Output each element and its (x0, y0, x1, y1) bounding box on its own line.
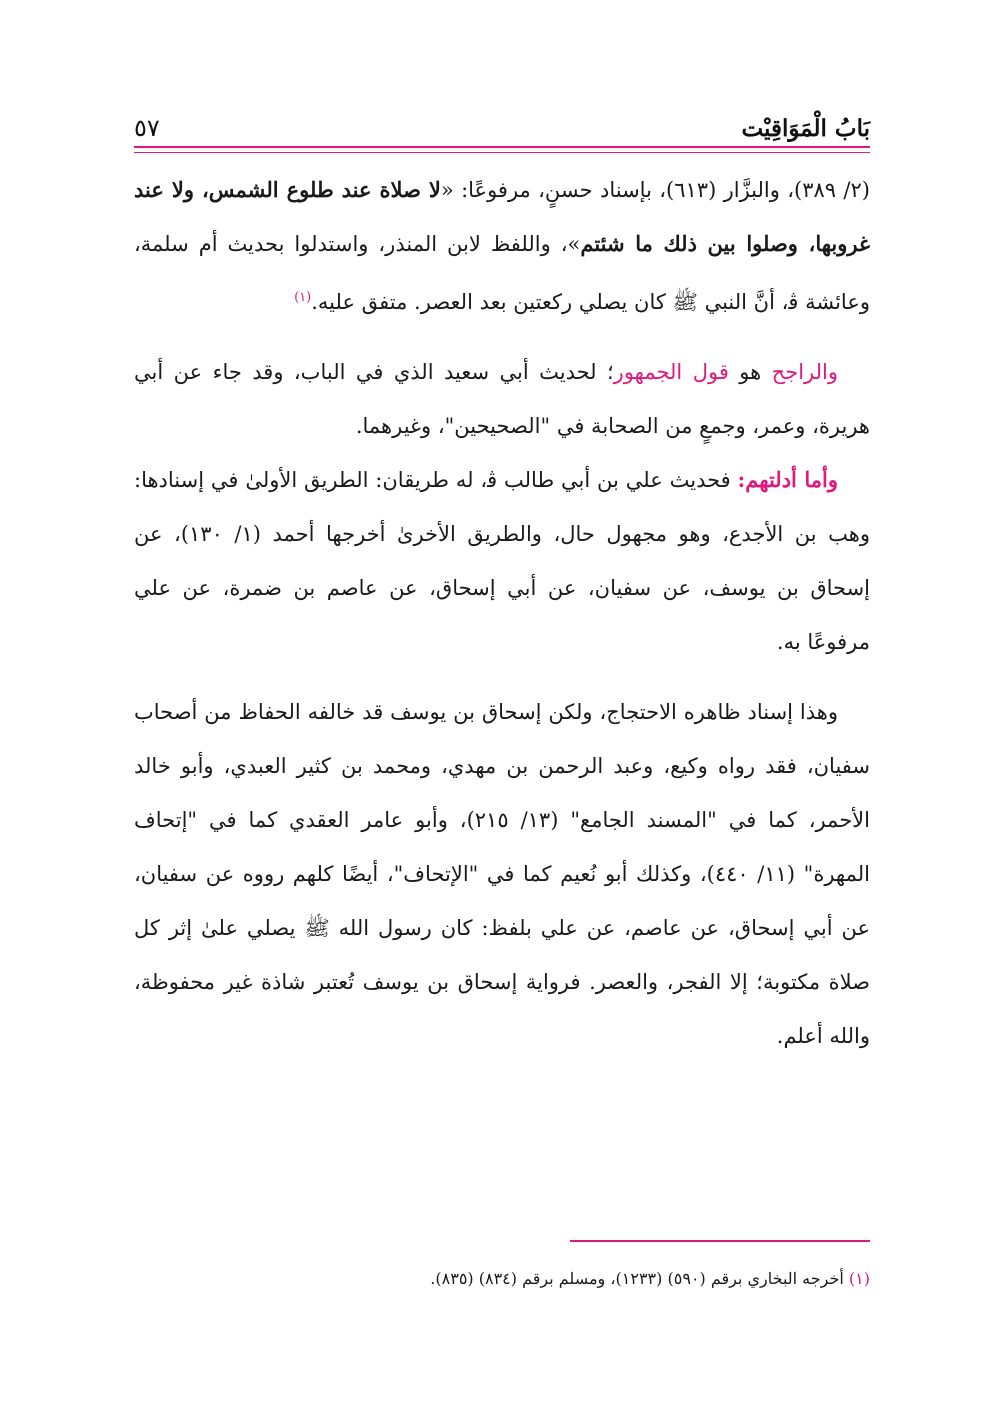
paragraph-2-text-a: هو (728, 360, 772, 384)
page-number: ٥٧ (134, 114, 160, 142)
body-text (134, 163, 870, 1063)
running-head: بَابُ الْمَوَاقِيْت (741, 115, 870, 142)
page (134, 100, 870, 1063)
paragraph-4-text: وهذا إسناد ظاهره الاحتجاج، ولكن إسحاق بن يوسف قد خالفه الحفاظ من أصحاب سفيان، فقد رواه وكيع، وعبد الرحمن بن مهدي، ومحمد بن كثير العبدي، وأبو خالد الأحمر، كما في "المسند الجامع" (١٣/ ٢١٥)، وأبو عامر العقدي كما في "إتحاف المهرة" (١١/ ٤٤٠)، وكذلك أبو نُعيم كما في "الإتحاف"، أيضًا كلهم رووه عن سفيان، عن أبي إسحاق، عن عاصم، عن علي بلفظ: كان رسول الله ﷺ يصلي علىٰ إثر كل صلاة مكتوبة؛ إلا الفجر، والعصر. فرواية إسحاق بن يوسف تُعتبر شاذة غير محفوظة، والله أعلم. (134, 700, 870, 1048)
paragraph-2 (134, 345, 870, 453)
footnote-ref[interactable]: (١) (294, 290, 312, 305)
paragraph-1-end: »، واللفظ لابن المنذر، واستدلوا بحديث أم سلمة، وعائشة ﭬ، أنَّ النبي ﷺ كان يصلي ركعتين بعد العصر. متفق عليه. (134, 232, 870, 314)
page-header (134, 100, 870, 142)
paragraph-2-lead: والراجح (771, 360, 839, 384)
paragraph-2-highlight: قول الجمهور (613, 360, 729, 384)
header-rule (134, 146, 870, 148)
footnote (134, 1264, 870, 1294)
paragraph-3-lead: وأما أدلتهم: (737, 467, 838, 492)
footnote-rule (570, 1240, 870, 1242)
footnote-text: أخرجه البخاري برقم (٥٩٠) (١٢٣٣)، ومسلم برقم (٨٣٤) (٨٣٥). (430, 1269, 849, 1288)
footnote-number: (١) (848, 1269, 870, 1288)
paragraph-1 (134, 163, 870, 329)
paragraph-4 (134, 685, 870, 1063)
paragraph-2-text-b: ؛ لحديث أبي سعيد الذي في الباب، وقد جاء عن أبي هريرة، وعمر، وجمعٍ من الصحابة في "الصحيحين"، وغيرهما. (134, 360, 870, 438)
paragraph-1-start: (٢/ ٣٨٩)، والبزَّار (٦١٣)، بإسناد حسنٍ، مرفوعًا: « (440, 178, 870, 202)
paragraph-3 (134, 453, 870, 669)
hadith-quote: لا صلاة عند طلوع الشمس، ولا عند غروبها، وصلوا بين ذلك ما شئتم (134, 177, 870, 256)
paragraph-3-text: فحديث علي بن أبي طالب ﭬ، له طريقان: الطريق الأولىٰ في إسنادها: وهب بن الأجدع، وهو مجهول حال، والطريق الأخرىٰ أخرجها أحمد (١/ ١٣٠)، عن إسحاق بن يوسف، عن سفيان، عن أبي إسحاق، عن عاصم بن ضمرة، عن علي مرفوعًا به. (134, 468, 870, 654)
header-rule-thin (134, 152, 870, 153)
